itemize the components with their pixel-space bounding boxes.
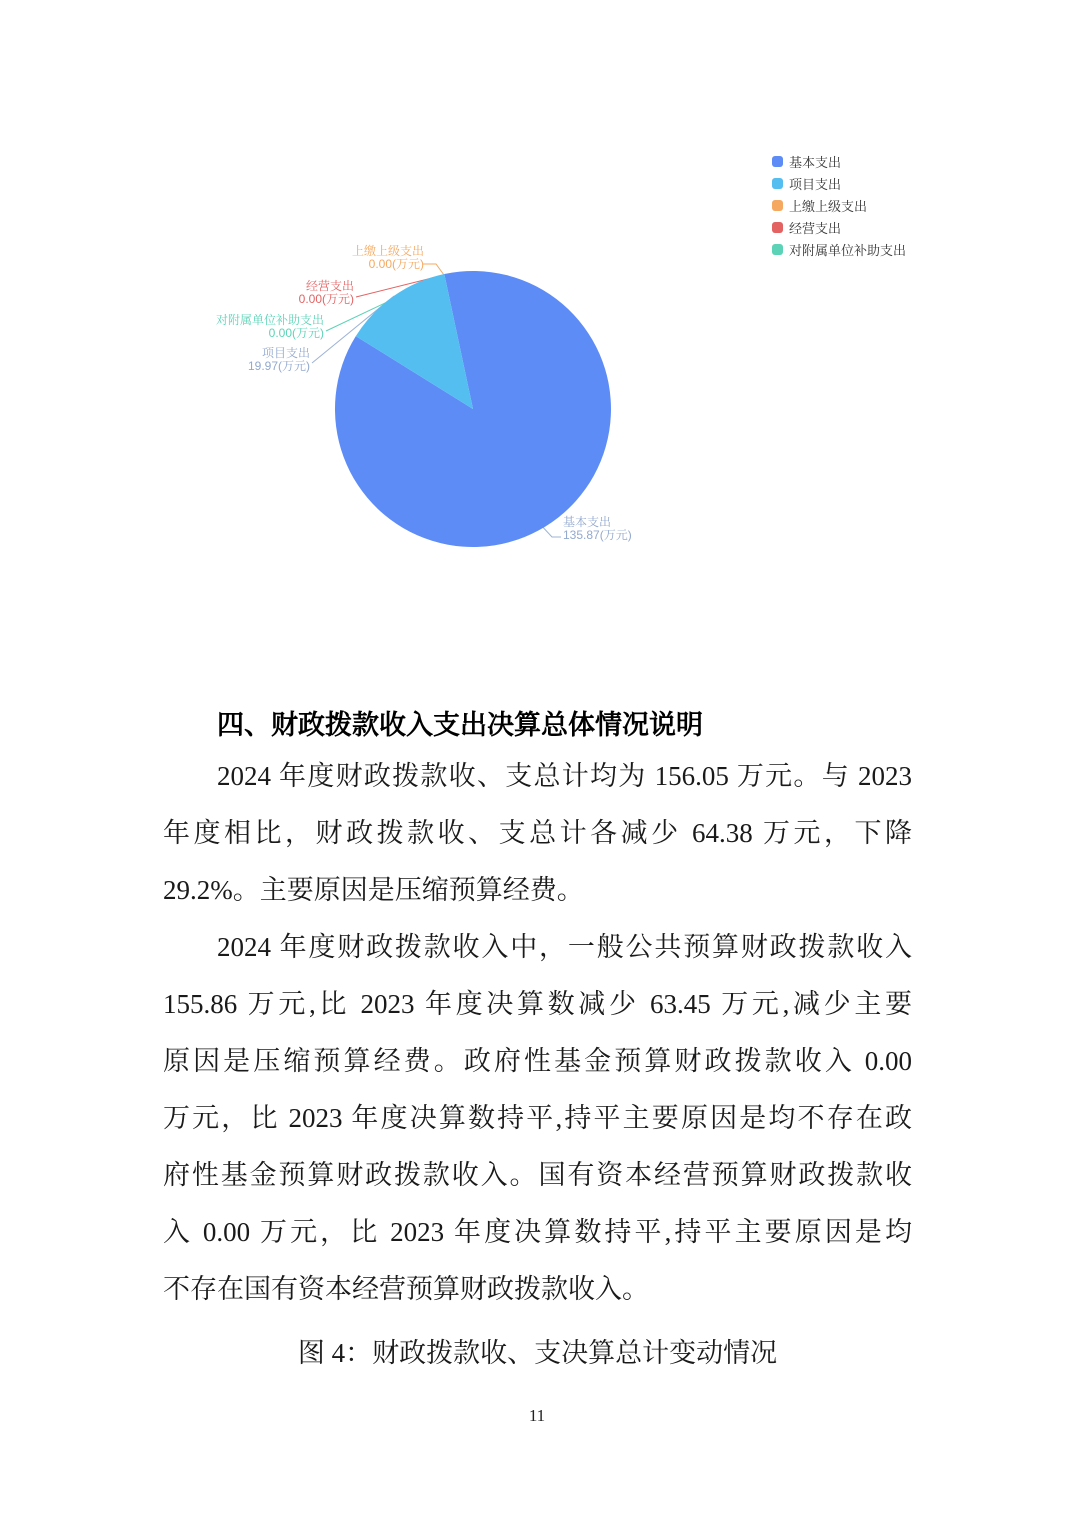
body-line: 155.86 万元,比 2023 年度决算数减少 63.45 万元,减少主要 (163, 989, 912, 1019)
legend-label: 对附属单位补助支出 (789, 242, 907, 258)
body-line: 年度相比，财政拨款收、支总计各减少 64.38 万元，下降 (163, 818, 912, 848)
pie-label-fushu (210, 314, 324, 339)
body-line: 2024 年度财政拨款收入中，一般公共预算财政拨款收入 (217, 932, 912, 962)
chart-legend (772, 150, 906, 260)
pie-label-name: 经营支出 (305, 279, 354, 293)
legend-swatch (772, 178, 783, 189)
body-line: 2024 年度财政拨款收、支总计均为 156.05 万元。与 2023 (217, 761, 912, 791)
body-line: 府性基金预算财政拨款收入。国有资本经营预算财政拨款收 (163, 1160, 912, 1190)
figure-caption: 图 4：财政拨款收、支决算总计变动情况 (297, 1338, 778, 1368)
legend-item (772, 216, 906, 238)
body-line: 原因是压缩预算经费。政府性基金预算财政拨款收入 0.00 (163, 1046, 912, 1076)
body-line: 不存在国有资本经营预算财政拨款收入。 (163, 1274, 649, 1304)
pie-label-shangjiao (318, 245, 424, 270)
legend-label: 经营支出 (789, 220, 842, 236)
pie-label-jingying (260, 280, 354, 305)
pie-slices (335, 271, 611, 547)
section-heading: 四、财政拨款收入支出决算总体情况说明 (217, 710, 703, 740)
legend-label: 基本支出 (789, 154, 842, 170)
body-line: 29.2%。主要原因是压缩预算经费。 (163, 875, 584, 905)
pie-label-xiangmu (222, 347, 310, 372)
pie-label-name: 对附属单位补助支出 (215, 313, 324, 327)
leader-line-shangjiao (423, 264, 444, 275)
pie-label-value: 0.00(万元) (368, 256, 424, 271)
pie-label-name: 项目支出 (261, 346, 310, 360)
legend-item (772, 150, 906, 172)
legend-swatch (772, 244, 783, 255)
legend-swatch (772, 156, 783, 167)
pie-label-value: 135.87(万元) (563, 527, 632, 542)
legend-item (772, 238, 906, 260)
pie-label-value: 19.97(万元) (247, 358, 310, 373)
pie-label-name: 上缴上级支出 (351, 244, 424, 258)
legend-label: 项目支出 (789, 176, 842, 192)
legend-item (772, 194, 906, 216)
pie-label-value: 0.00(万元) (268, 325, 324, 340)
legend-label: 上缴上级支出 (789, 198, 868, 214)
pie-label-jiben (563, 516, 693, 541)
body-line: 入 0.00 万元，比 2023 年度决算数持平,持平主要原因是均 (163, 1217, 912, 1247)
legend-swatch (772, 200, 783, 211)
body-line: 万元，比 2023 年度决算数持平,持平主要原因是均不存在政 (163, 1103, 912, 1133)
pie-label-name: 基本支出 (563, 515, 612, 529)
page-number: 11 (528, 1406, 546, 1425)
legend-item (772, 172, 906, 194)
body-text (163, 748, 912, 1378)
legend-swatch (772, 222, 783, 233)
pie-label-value: 0.00(万元) (298, 291, 354, 306)
